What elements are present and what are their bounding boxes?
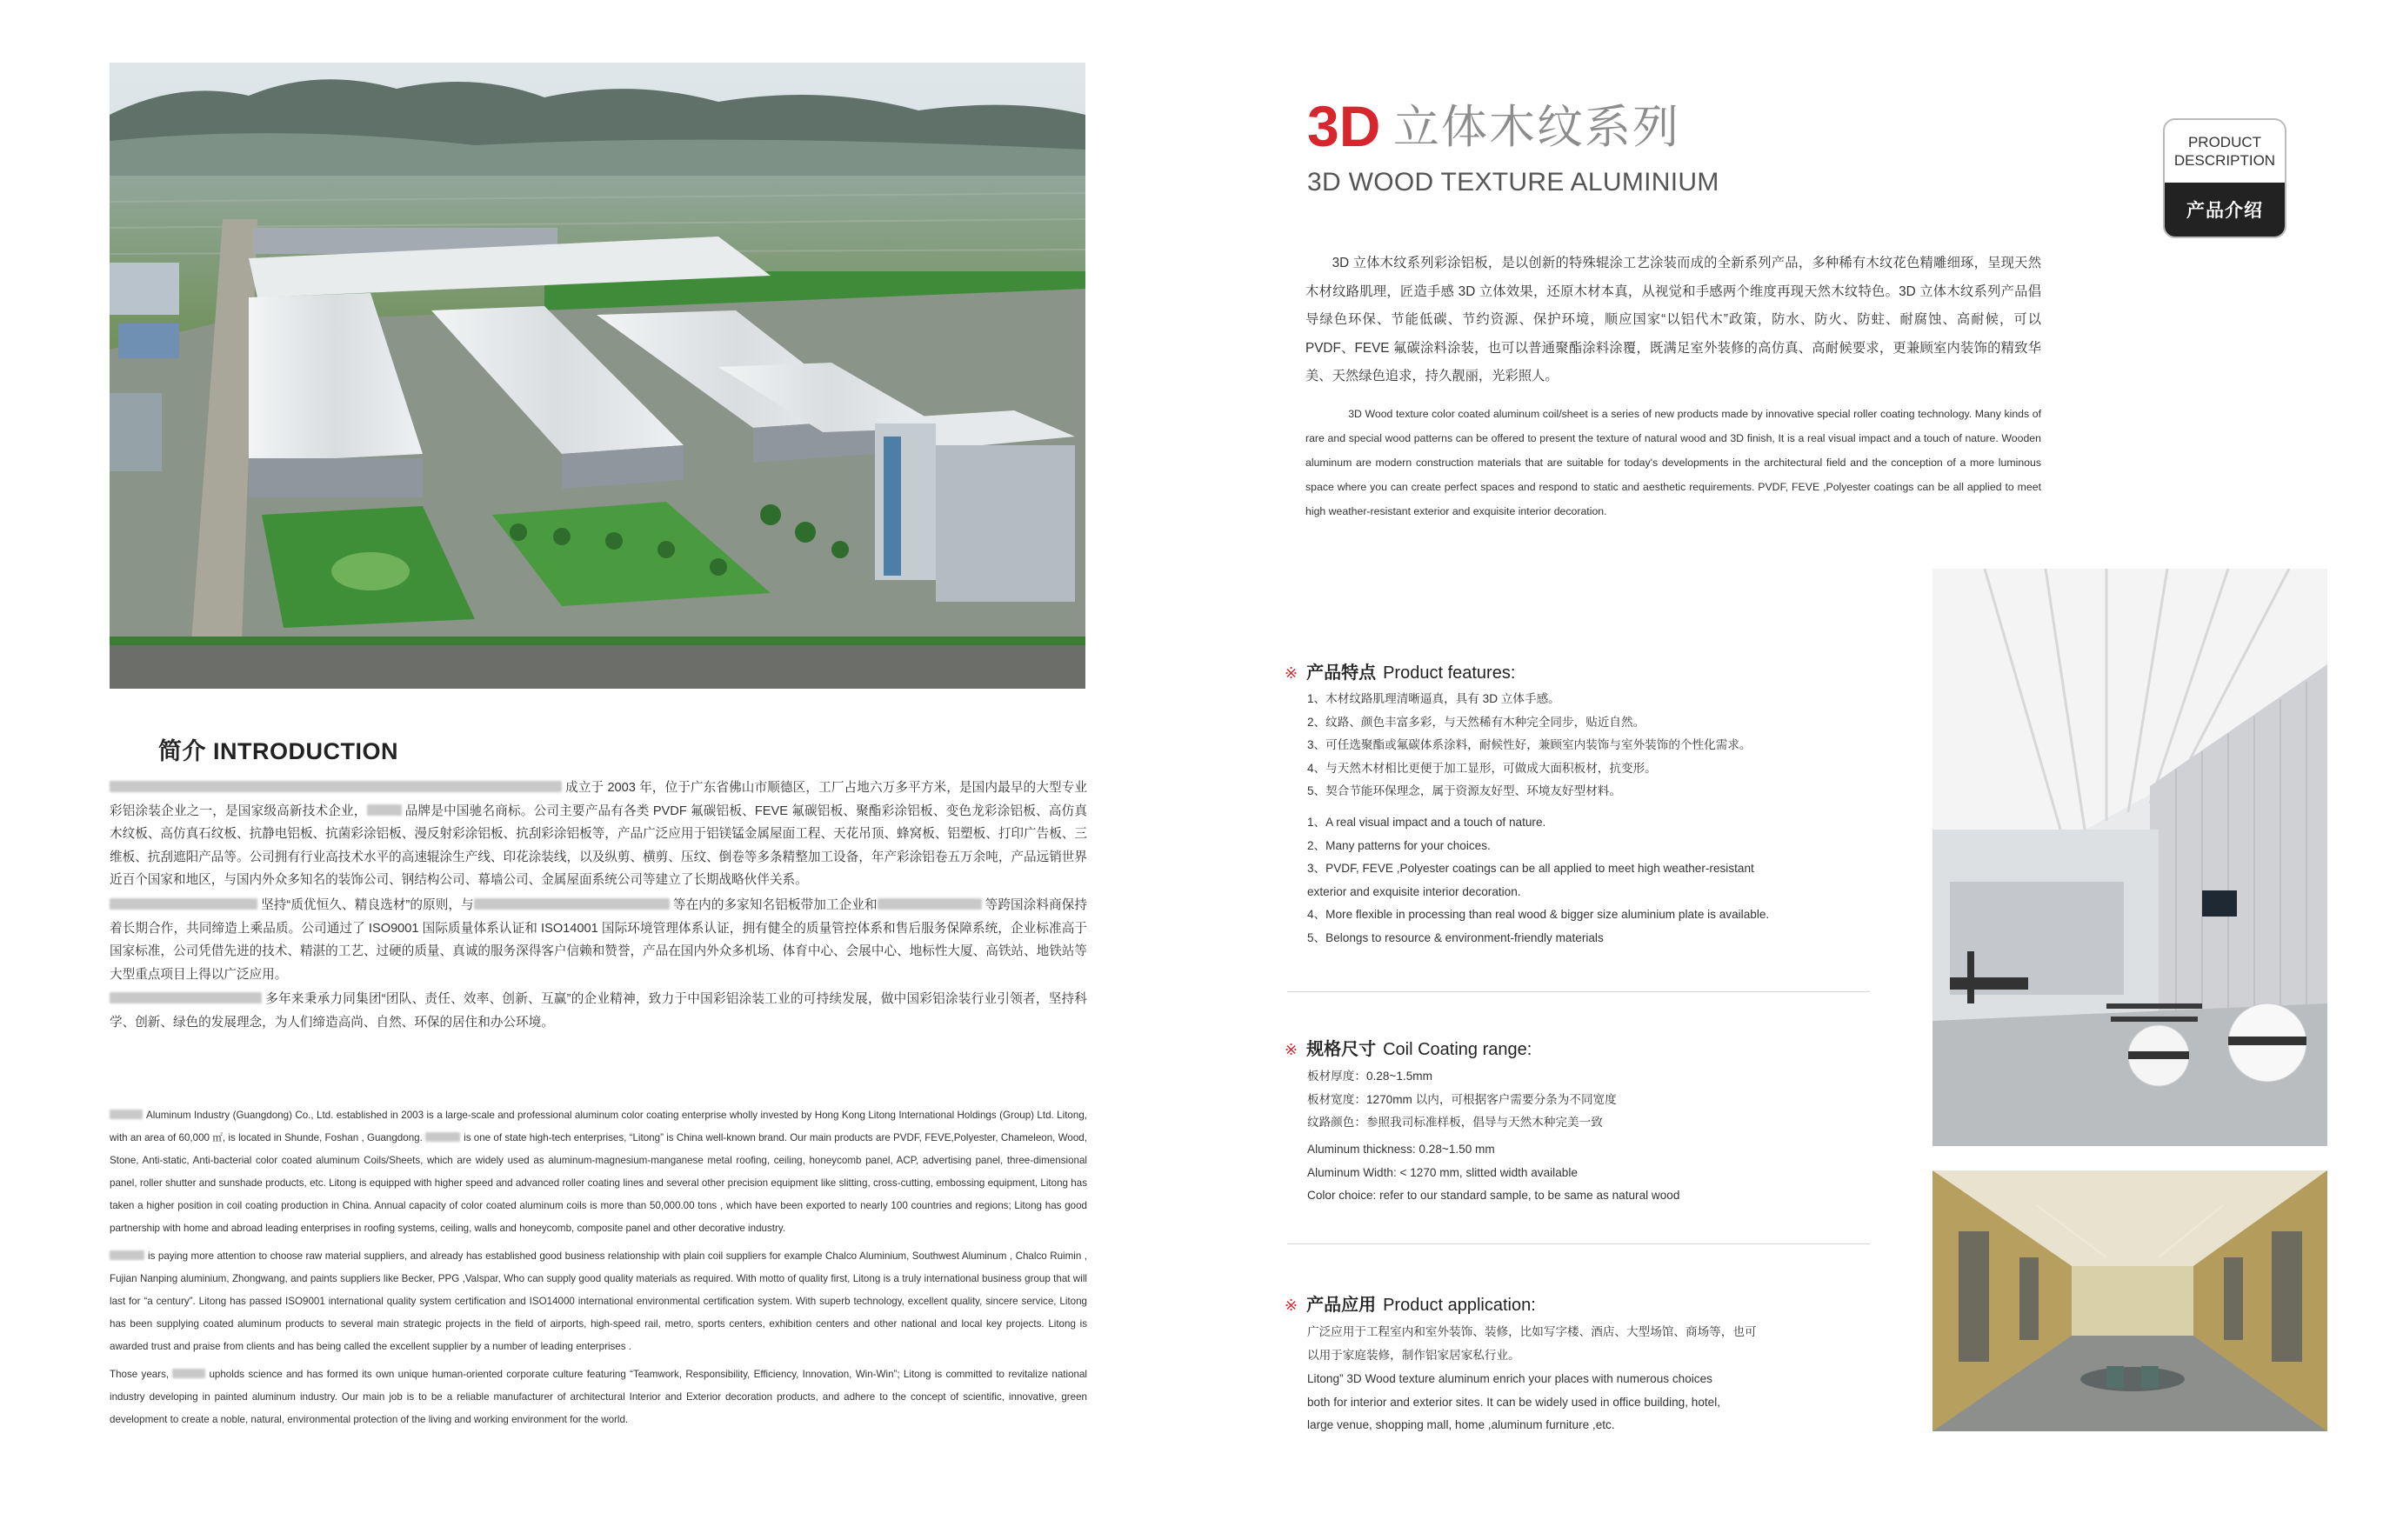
- specs-title: ※ 规格尺寸 Coil Coating range:: [1285, 1040, 1532, 1059]
- list-item: 1、A real visual impact and a touch of nature.: [1307, 816, 1546, 829]
- redacted-company-name: [110, 1110, 143, 1119]
- asterisk-icon: ※: [1285, 664, 1298, 682]
- list-item: Litong” 3D Wood texture aluminum enrich your places with numerous choices: [1307, 1372, 1712, 1385]
- title-cn: 立体木纹系列: [1393, 102, 1680, 153]
- list-item: 板材厚度：0.28~1.5mm: [1307, 1070, 1432, 1083]
- product-description-badge: [2163, 118, 2286, 238]
- redacted-brand: [367, 804, 402, 816]
- list-item: 广泛应用于工程室内和室外装饰、装修，比如写字楼、酒店、大型场馆、商场等，也可: [1307, 1325, 1757, 1338]
- gym-interior-photo: [1932, 569, 2327, 1146]
- list-item: 5、Belongs to resource & environment-friendly materials: [1307, 930, 1604, 944]
- intro-cn-text: [110, 777, 1087, 1035]
- redacted-company-name: [110, 898, 257, 910]
- intro-cn-paragraph-3: 多年来秉承力同集团“团队、责任、效率、创新、互赢”的企业精神，致力于中国彩铝涂装工业的可持续发展，做中国彩铝涂装行业引领者，坚持科学、创新、绿色的发展理念，为人们缔造高尚、自然、环保的居住和办公环境。: [110, 992, 1087, 1030]
- redacted-suppliers: [474, 898, 670, 910]
- intro-cn-paragraph-1: 成立于 2003 年，位于广东省佛山市顺德区，工厂占地六万多平方米，是国内最早的大型专业彩铝涂装企业之一，是国家级高新技术企业， 品牌是中国驰名商标。公司主要产品有各类 PVDF 氟碳铝板、FEVE 氟碳铝板、聚酯彩涂铝板、变色龙彩涂铝板、高仿真木纹板、高仿真石纹板、抗静电铝板、抗菌彩涂铝板、漫反射彩涂铝板、抗刮彩涂铝板等，产品广泛应用于铝镁锰金属屋面工程、天花吊顶、蜂窝板、铝塑板、打印广告板、三维板、抗刮遮阳产品等。公司拥有行业高技术水平的高速辊涂生产线、印花涂装线，以及纵剪、横剪、压纹、倒卷等多条精整加工设备，年产彩涂铝卷五万余吨，产品远销世界近百个国家和地区，与国内外众多知名的装饰公司、钢结构公司、幕墙公司、金属屋面系统公司等建立了长期战略伙伴关系。: [110, 781, 1087, 888]
- intro-en-paragraph-2: is paying more attention to choose raw material suppliers, and already has established good business relationship with plain coil suppliers for example Chalco Aluminium, Southwest Aluminum , Chalco Ruimin , Fujian Nanping aluminium, Zhongwang, and paints suppliers like Becker, PPG ,Valspar, Who can supply good quality materials as required. With motto of quality first, Litong is a truly international business group that will last for “a century”. Litong has passed ISO9001 international quality system certification and ISO14000 international environmental certification system. With superb technology, excellent quality, sincere service, Litong has been supplying coated aluminum products to several main strategic projects in the field of airports, high-speed rail, metro, sports centers, exhibition centers and other national and local key projects. Litong is awarded trust and praise from clients and has being called the excellent supplier by a number of leading enterprises .: [110, 1250, 1087, 1352]
- intro-cn-paragraph-2: 坚持“质优恒久、精良选材”的原则，与 等在内的多家知名铝板带加工企业和 等跨国涂料商保持着长期合作，共同缔造上乘品质。公司通过了 ISO9001 国际质量体系认证和 ISO14001 国际环境管理体系认证，拥有健全的质量管控体系和售后服务保障系统，企业标准高于国家标准，公司凭借先进的技术、精湛的工艺、过硬的质量、真诚的服务深得客户信赖和赞誉，产品在国内外众多机场、体育中心、会展中心、地标性大厦、高铁站、地铁站等大型重点项目上得以广泛应用。: [110, 897, 1087, 982]
- asterisk-icon: ※: [1285, 1041, 1298, 1058]
- intro-en-text: [110, 1104, 1087, 1431]
- asterisk-icon: ※: [1285, 1297, 1298, 1314]
- intro-en-paragraph-3: Those years, upholds science and has formed its own unique human-oriented corporate culture featuring “Teamwork, Responsibility, Efficiency, Innovation, Win-Win”; Litong is committed to revitalize national industry developing in painted aluminum industry. Our main job is to be a reliable manufacturer of architectural Interior and Exterior decoration products, and adhere to the concept of scientific, innovative, green development to create a noble, natural, environmental protection of the living and working environment for the world.: [110, 1369, 1087, 1425]
- redacted-company-name: [172, 1369, 205, 1378]
- redacted-company-name: [110, 992, 262, 1003]
- redacted-company-name: [425, 1132, 460, 1142]
- list-item: exterior and exquisite interior decoration.: [1307, 884, 1521, 898]
- badge-en-label: PRODUCT DESCRIPTION: [2173, 134, 2276, 169]
- specs-en-list: [1307, 1138, 1679, 1208]
- list-item: 纹路颜色：参照我司标准样板，倡导与天然木种完美一致: [1307, 1116, 1603, 1130]
- list-item: 2、纹路、颜色丰富多彩，与天然稀有木种完全同步，贴近自然。: [1307, 715, 1645, 729]
- application-cn-list: [1307, 1321, 1757, 1367]
- intro-en-paragraph-1: Aluminum Industry (Guangdong) Co., Ltd. established in 2003 is a large-scale and professional aluminum color coating enterprise wholly invested by Hong Kong Litong International Holdings (Group) Ltd. Litong, with an area of 60,000 ㎡, is located in Shunde, Foshan , Guangdong. is one of state high-tech enterprises, “Litong” is China well-known brand. Our main products are PVDF, FEVE,Polyester, Chameleon, Wood, Stone, Anti-static, Anti-bacterial color coated aluminum Coils/Sheets, which are widely used as aluminum-magnesium-manganese metal roofing, ceiling, honeycomb panel, ACP, advertising panel, three-dimensional panel, roller shutter and sunshade products, etc. Litong is equipped with higher speed and advanced roller coating lines and several other precision equipment like slitting, cross-cutting, embossing equipment, Litong has taken a higher position in coil coating production in China. Annual capacity of color coated aluminum coils is more than 50,000.00 tons , which have been exported to nearly 100 countries and regions; Litong has good partnership with home and abroad leading enterprises in roofing systems, ceiling, walls and honeycomb, composite panel and other decorative industry.: [110, 1110, 1087, 1234]
- application-title: ※ 产品应用 Product application:: [1285, 1296, 1536, 1315]
- list-item: 1、木材纹路肌理清晰逼真，具有 3D 立体手感。: [1307, 692, 1560, 705]
- list-item: 5、契合节能环保理念，属于资源友好型、环境友好型材料。: [1307, 784, 1621, 798]
- factory-aerial-photo: [110, 63, 1085, 689]
- intro-heading: 简介 INTRODUCTION: [158, 738, 398, 764]
- list-item: Color choice: refer to our standard sample, to be same as natural wood: [1307, 1189, 1680, 1203]
- list-item: 4、与天然木材相比更便于加工显形，可做成大面积板材，抗变形。: [1307, 761, 1657, 775]
- list-item: 3、PVDF, FEVE ,Polyester coatings can be all applied to meet high weather-resistant: [1307, 862, 1754, 876]
- features-cn-list: [1307, 688, 1752, 803]
- specs-cn-list: [1307, 1065, 1617, 1135]
- list-item: both for interior and exterior sites. It can be widely used in office building, hotel,: [1307, 1395, 1721, 1409]
- title-3d: 3D: [1307, 94, 1381, 158]
- redacted-company-name: [110, 781, 562, 792]
- features-en-list: [1307, 811, 1769, 950]
- description-cn: 3D 立体木纹系列彩涂铝板，是以创新的特殊辊涂工艺涂装而成的全新系列产品，多种稀有木纹花色精雕细琢，呈现天然木材纹路肌理，匠造手感 3D 立体效果，还原木材本真，从视觉和手感两个维度再现天然木纹特色。3D 立体木纹系列产品倡导绿色环保、节能低碳、节约资源、保护环境，顺应国家“以铝代木”政策，防水、防火、防蛀、耐腐蚀、高耐候，可以 PVDF、FEVE 氟碳涂料涂装，也可以普通聚酯涂料涂覆，既满足室外装修的高仿真、高耐候要求，更兼顾室内装饰的精致华美、天然绿色追求，持久靓丽，光彩照人。: [1305, 256, 2041, 383]
- redacted-suppliers: [878, 898, 982, 910]
- application-en-list: [1307, 1368, 1720, 1437]
- description-en: 3D Wood texture color coated aluminum coil/sheet is a series of new products made by innovative special roller coating technology. Many kinds of rare and special wood patterns can be offered to present the texture of natural wood and 3D finish, It is a real visual impact and a touch of nature. Wooden aluminum are modern construction materials that are suitable for today's developments in the architectural field and the conception of a more luminous space where you can create perfect spaces and respond to static and aesthetic requirements. PVDF, FEVE ,Polyester coatings can be all applied to meet high weather-resistant exterior and exquisite interior decoration.: [1305, 408, 2041, 517]
- list-item: Aluminum Width: < 1270 mm, slitted width available: [1307, 1165, 1578, 1179]
- features-title: ※ 产品特点 Product features:: [1285, 663, 1516, 683]
- list-item: 板材宽度：1270mm 以内，可根据客户需要分条为不同宽度: [1307, 1092, 1617, 1106]
- badge-cn-label: 产品介绍: [2165, 183, 2285, 237]
- section-divider: [1287, 1243, 1870, 1244]
- corridor-interior-photo: [1932, 1170, 2327, 1431]
- title-en: 3D WOOD TEXTURE ALUMINIUM: [1307, 168, 1719, 197]
- list-item: large venue, shopping mall, home ,aluminum furniture ,etc.: [1307, 1418, 1615, 1432]
- redacted-company-name: [110, 1250, 144, 1260]
- list-item: 2、Many patterns for your choices.: [1307, 838, 1491, 852]
- list-item: 4、More flexible in processing than real wood & bigger size aluminium plate is available.: [1307, 908, 1770, 922]
- list-item: 以用于家庭装修，制作铝家居家私行业。: [1307, 1348, 1520, 1362]
- section-divider: [1287, 991, 1870, 992]
- list-item: 3、可任选聚酯或氟碳体系涂料，耐候性好，兼顾室内装饰与室外装饰的个性化需求。: [1307, 738, 1752, 752]
- list-item: Aluminum thickness: 0.28~1.50 mm: [1307, 1143, 1495, 1156]
